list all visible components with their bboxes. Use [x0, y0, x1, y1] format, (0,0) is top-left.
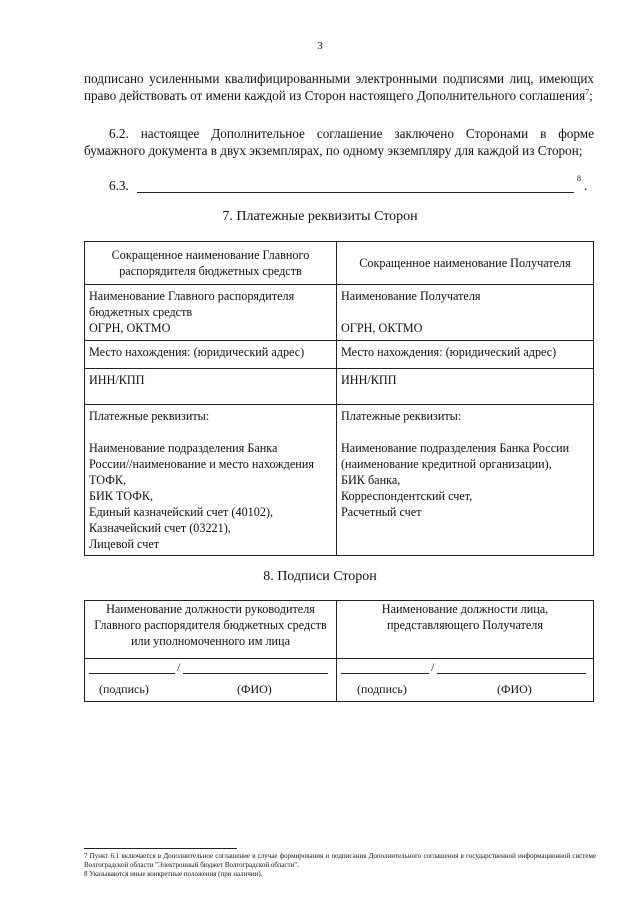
- recipient-sign-caption: (подпись): [357, 682, 407, 696]
- grbs-fio-line: [183, 673, 328, 674]
- grbs-inn-cell: ИНН/КПП: [85, 369, 337, 405]
- grbs-payment-line: Наименование подразделения Банка: [89, 441, 278, 455]
- recipient-name-cell: [337, 285, 594, 341]
- page-number: 3: [317, 40, 323, 52]
- grbs-payment-cell: [85, 405, 337, 556]
- footnotes: [84, 852, 596, 879]
- grbs-signature-line: [89, 673, 175, 674]
- item-6-3-blank-line: [137, 192, 574, 193]
- footnote-ref-7: 7: [585, 87, 590, 97]
- grbs-payment-line: России//наименование и место нахождения: [89, 457, 314, 471]
- recipient-address-cell: Место нахождения: (юридический адрес): [337, 341, 594, 369]
- grbs-ogrn-label: ОГРН, ОКТМО: [89, 321, 171, 335]
- recipient-payment-line: Наименование подразделения Банка России: [341, 441, 570, 455]
- footnote-8: 8 Указываются иные конкретные положения (при наличии).: [84, 870, 263, 878]
- recipient-payment-line: Корреспондентский счет,: [341, 489, 473, 503]
- grbs-payment-line: БИК ТОФК,: [89, 489, 154, 503]
- signatures-table: [84, 600, 594, 702]
- grbs-name-label: Наименование Главного распорядителя бюджетных средств: [89, 289, 295, 319]
- paragraph-signatures-tail: ;: [589, 88, 593, 103]
- footnote-divider: [84, 848, 237, 849]
- section-7-heading: 7. Платежные реквизиты Сторон: [222, 209, 418, 224]
- recipient-position-title: Наименование должности лица, представляющего Получателя: [337, 601, 594, 659]
- recipient-short-name-header: Сокращенное наименование Получателя: [337, 242, 594, 285]
- recipient-payment-title: Платежные реквизиты:: [341, 409, 462, 423]
- grbs-signature-slash: /: [177, 660, 181, 674]
- paragraph-signatures-text: подписано усиленными квалифицированными электронными подписями лиц, имеющих право действовать от имени каждой из Сторон настоящего Дополнительного соглашения: [84, 71, 594, 103]
- recipient-ogrn-label: ОГРН, ОКТМО: [341, 321, 423, 335]
- item-6-3-label: 6.3.: [109, 178, 129, 193]
- grbs-payment-line: ТОФК,: [89, 473, 127, 487]
- recipient-inn-cell: ИНН/КПП: [337, 369, 594, 405]
- recipient-fio-line: [437, 673, 586, 674]
- paragraph-6-2: 6.2. настоящее Дополнительное соглашение заключено Сторонами в форме бумажного документа в двух экземплярах, по одному экземпляру для каждой из Сторон;: [84, 126, 594, 158]
- recipient-signature-line: [341, 673, 429, 674]
- grbs-payment-title: Платежные реквизиты:: [89, 409, 210, 423]
- recipient-payment-cell: [337, 405, 594, 556]
- section-8-heading: 8. Подписи Сторон: [263, 569, 377, 584]
- recipient-fio-caption: (ФИО): [497, 682, 532, 696]
- recipient-payment-line: (наименование кредитной организации),: [341, 457, 552, 471]
- recipient-signature-slash: /: [431, 660, 435, 674]
- grbs-name-cell: [85, 285, 337, 341]
- grbs-payment-line: Единый казначейский счет (40102),: [89, 505, 274, 519]
- recipient-payment-line: Расчетный счет: [341, 505, 422, 519]
- item-6-3-tail: .: [584, 178, 588, 193]
- grbs-payment-line: Лицевой счет: [89, 537, 160, 551]
- footnote-ref-8: 8: [577, 174, 581, 183]
- recipient-signature-cell: [337, 659, 594, 702]
- grbs-position-title: Наименование должности руководителя Главного распорядителя бюджетных средств или уполномоченного им лица: [85, 601, 337, 659]
- recipient-name-label: Наименование Получателя: [341, 289, 481, 303]
- grbs-fio-caption: (ФИО): [237, 682, 272, 696]
- footnote-7: 7 Пункт 6.1 включается в Дополнительное соглашение в случае формирования и подписания Дополнительного соглашения в государственной информационной системе Волгоградской области "Электронный бюджет Волгоградской области".: [84, 852, 596, 869]
- grbs-short-name-header: Сокращенное наименование Главного распорядителя бюджетных средств: [85, 242, 337, 285]
- item-6-3: [84, 174, 604, 196]
- grbs-sign-caption: (подпись): [99, 682, 149, 696]
- grbs-payment-line: Казначейский счет (03221),: [89, 521, 231, 535]
- grbs-signature-cell: [85, 659, 337, 702]
- grbs-address-cell: Место нахождения: (юридический адрес): [85, 341, 337, 369]
- payment-details-table: [84, 241, 594, 556]
- recipient-payment-line: БИК банка,: [341, 473, 401, 487]
- paragraph-signatures: [84, 70, 594, 104]
